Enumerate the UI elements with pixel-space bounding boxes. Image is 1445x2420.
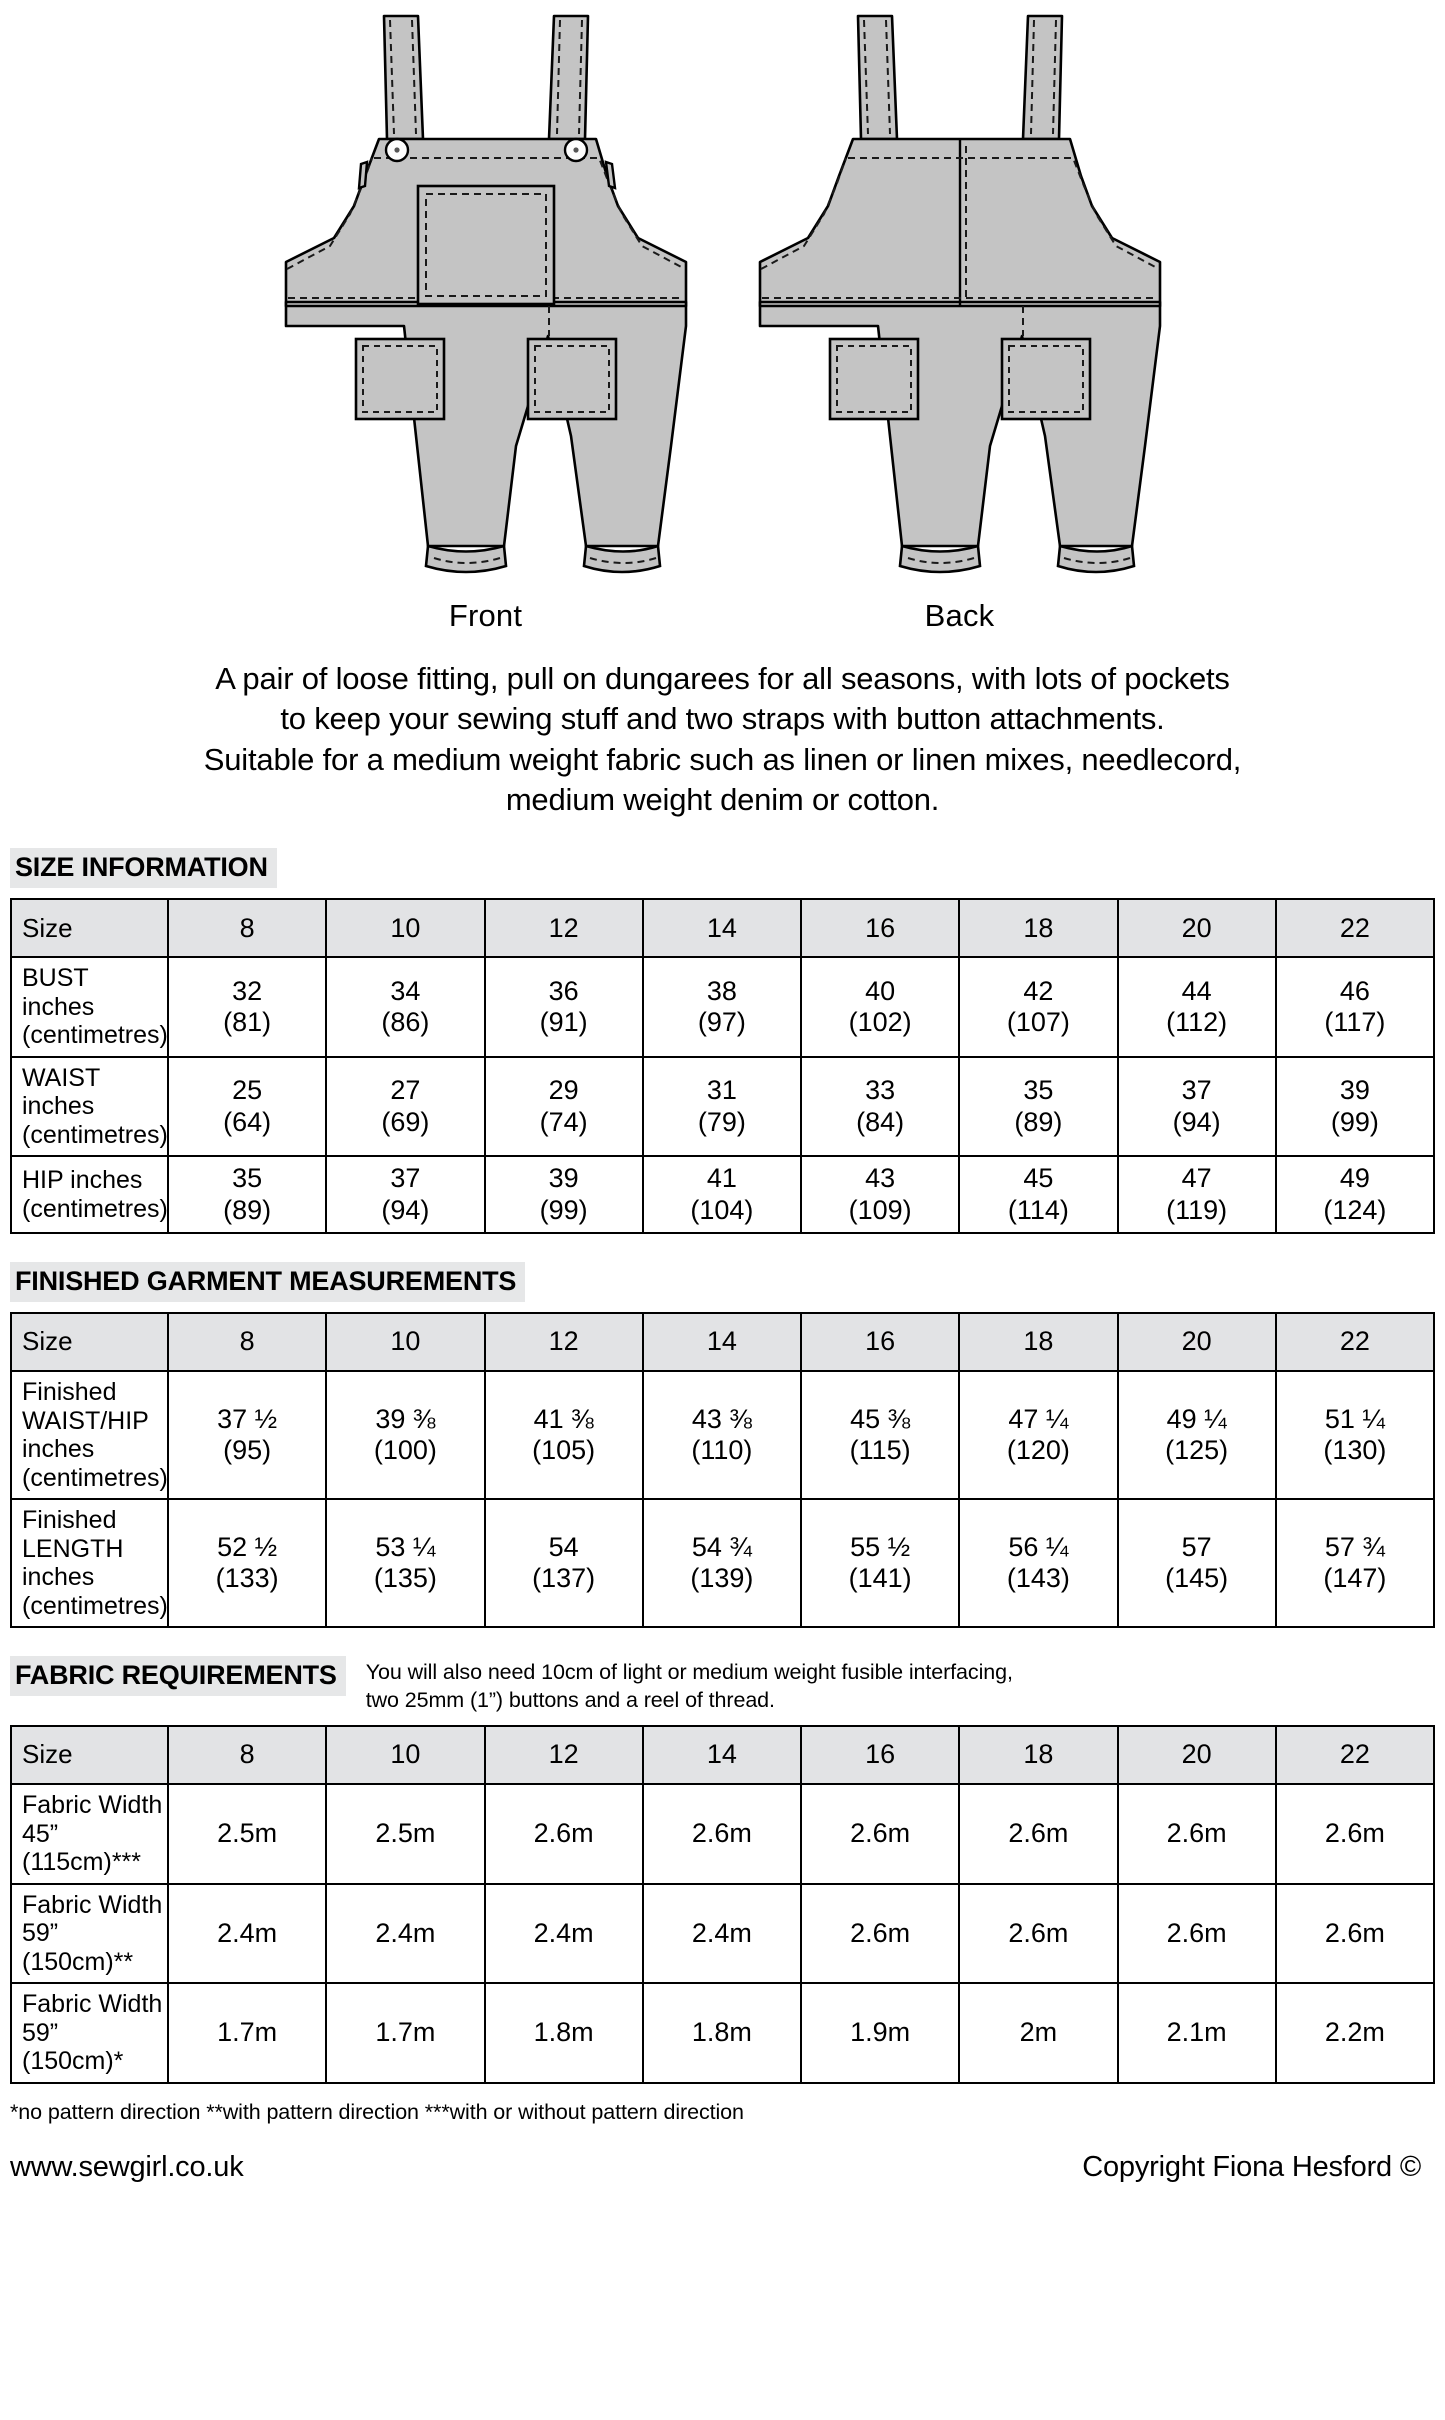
row-label-line1: Fabric Width xyxy=(22,1990,163,2018)
cell-fw45-12: 2.6m xyxy=(485,1784,643,1884)
column-header-14: 14 xyxy=(643,1313,801,1371)
cell-hip-16: 43 (109) xyxy=(801,1156,959,1233)
cell-fwh-12: 41 ⅜ (105) xyxy=(485,1371,643,1499)
cell-bust-20: 44 (112) xyxy=(1118,957,1276,1057)
cell-waist-12: 29 (74) xyxy=(485,1057,643,1157)
front-view-figure xyxy=(266,6,706,631)
front-view-label: Front xyxy=(448,598,523,633)
column-header-20: 20 xyxy=(1118,899,1276,957)
cell-hip-12: 39 (99) xyxy=(485,1156,643,1233)
fabric-requirements-note xyxy=(366,1656,1013,1715)
cell-flen-20: 57 (145) xyxy=(1118,1499,1276,1627)
row-label-line3: inches xyxy=(22,1435,95,1464)
cell-bust-16: 40 (102) xyxy=(801,957,959,1057)
fabric-requirements-table xyxy=(10,1725,1435,2084)
cell-flen-18: 56 ¼ (143) xyxy=(959,1499,1117,1627)
row-label-line2: (centimetres) xyxy=(22,1021,168,1050)
cell-fw59b-22: 2.6m xyxy=(1276,1884,1434,1984)
cell-fwh-20: 49 ¼ (125) xyxy=(1118,1371,1276,1499)
cell-fw59a-8: 1.7m xyxy=(168,1983,326,2083)
column-header-16: 16 xyxy=(801,1726,959,1784)
cell-flen-10: 53 ¼ (135) xyxy=(326,1499,484,1627)
cell-waist-22: 39 (99) xyxy=(1276,1057,1434,1157)
cell-fw59b-14: 2.4m xyxy=(643,1884,801,1984)
cell-hip-18: 45 (114) xyxy=(959,1156,1117,1233)
dungarees-back-drawing xyxy=(740,6,1180,586)
cell-fw59a-20: 2.1m xyxy=(1118,1983,1276,2083)
cell-fw59b-16: 2.6m xyxy=(801,1884,959,1984)
description-line-4: medium weight denim or cotton. xyxy=(505,781,940,817)
column-header-20: 20 xyxy=(1118,1313,1276,1371)
cell-fwh-8: 37 ½ (95) xyxy=(168,1371,326,1499)
fabric-requirements-heading-row xyxy=(10,1656,1435,1715)
column-header-16: 16 xyxy=(801,1313,959,1371)
row-label-waist xyxy=(11,1057,168,1157)
row-label-fabric-width-59-with xyxy=(11,1884,168,1984)
column-header-8: 8 xyxy=(168,899,326,957)
cell-fw59a-22: 2.2m xyxy=(1276,1983,1434,2083)
cell-fw45-20: 2.6m xyxy=(1118,1784,1276,1884)
cell-flen-14: 54 ¾ (139) xyxy=(643,1499,801,1627)
copyright-notice: Copyright Fiona Hesford © xyxy=(1082,2150,1421,2183)
pattern-direction-footnote: *no pattern direction **with pattern direction ***with or without pattern direction xyxy=(10,2099,744,2124)
row-label-line1: Fabric Width xyxy=(22,1791,163,1819)
row-label-line4: (centimetres) xyxy=(22,1591,168,1620)
cell-waist-8: 25 (64) xyxy=(168,1057,326,1157)
row-label-finished-length xyxy=(11,1499,168,1627)
row-label-line2: 59” (150cm)* xyxy=(22,2018,124,2075)
finished-garment-heading-row xyxy=(10,1262,1435,1302)
column-header-14: 14 xyxy=(643,1726,801,1784)
row-label-line4: (centimetres) xyxy=(22,1463,168,1492)
cell-fwh-14: 43 ⅜ (110) xyxy=(643,1371,801,1499)
row-label-line1: HIP inches xyxy=(22,1166,143,1195)
cell-fw59a-10: 1.7m xyxy=(326,1983,484,2083)
cell-fwh-18: 47 ¼ (120) xyxy=(959,1371,1117,1499)
cell-bust-22: 46 (117) xyxy=(1276,957,1434,1057)
row-label-line1: Finished xyxy=(22,1378,117,1407)
back-view-figure xyxy=(740,6,1180,631)
cell-fw59a-14: 1.8m xyxy=(643,1983,801,2083)
column-header-18: 18 xyxy=(959,1726,1117,1784)
column-header-16: 16 xyxy=(801,899,959,957)
row-label-hip xyxy=(11,1156,168,1233)
table-row xyxy=(11,1499,1434,1627)
row-label-finished-waist-hip xyxy=(11,1371,168,1499)
cell-fwh-16: 45 ⅜ (115) xyxy=(801,1371,959,1499)
cell-flen-16: 55 ½ (141) xyxy=(801,1499,959,1627)
column-header-22: 22 xyxy=(1276,1726,1434,1784)
note-line-2: two 25mm (1”) buttons and a reel of thread. xyxy=(365,1688,775,1713)
column-header-12: 12 xyxy=(485,1726,643,1784)
row-label-fabric-width-45 xyxy=(11,1784,168,1884)
column-header-size: Size xyxy=(11,1726,168,1784)
page-footer xyxy=(10,2151,1435,2190)
cell-waist-20: 37 (94) xyxy=(1118,1057,1276,1157)
cell-bust-18: 42 (107) xyxy=(959,957,1117,1057)
column-header-22: 22 xyxy=(1276,1313,1434,1371)
cell-hip-10: 37 (94) xyxy=(326,1156,484,1233)
garment-illustrations xyxy=(10,0,1435,631)
cell-fw59a-12: 1.8m xyxy=(485,1983,643,2083)
row-label-line1: Fabric Width xyxy=(22,1890,163,1919)
website-link[interactable]: www.sewgirl.co.uk xyxy=(10,2150,244,2183)
cell-fw59a-16: 1.9m xyxy=(801,1983,959,2083)
row-label-line2: 59” (150cm)** xyxy=(22,1919,134,1976)
cell-waist-18: 35 (89) xyxy=(959,1057,1117,1157)
row-label-fabric-width-59-no xyxy=(11,1983,168,2083)
column-header-20: 20 xyxy=(1118,1726,1276,1784)
note-line-1: You will also need 10cm of light or medium weight fusible interfacing, xyxy=(365,1660,1013,1685)
column-header-12: 12 xyxy=(485,899,643,957)
row-label-line1: WAIST inches xyxy=(22,1063,100,1121)
cell-bust-10: 34 (86) xyxy=(326,957,484,1057)
column-header-size: Size xyxy=(11,899,168,957)
row-label-line1: Finished xyxy=(22,1506,117,1535)
cell-waist-14: 31 (79) xyxy=(643,1057,801,1157)
column-header-8: 8 xyxy=(168,1726,326,1784)
fabric-requirements-heading: FABRIC REQUIREMENTS xyxy=(10,1656,346,1696)
column-header-10: 10 xyxy=(326,1313,484,1371)
cell-fwh-22: 51 ¼ (130) xyxy=(1276,1371,1434,1499)
row-label-line2: (centimetres) xyxy=(22,1120,168,1149)
cell-flen-8: 52 ½ (133) xyxy=(168,1499,326,1627)
finished-garment-table xyxy=(10,1312,1435,1628)
cell-fw59b-10: 2.4m xyxy=(326,1884,484,1984)
table-row xyxy=(11,1156,1434,1233)
garment-description xyxy=(128,659,1318,820)
column-header-14: 14 xyxy=(643,899,801,957)
row-label-bust xyxy=(11,957,168,1057)
column-header-22: 22 xyxy=(1276,899,1434,957)
cell-bust-14: 38 (97) xyxy=(643,957,801,1057)
cell-fw59b-18: 2.6m xyxy=(959,1884,1117,1984)
cell-waist-16: 33 (84) xyxy=(801,1057,959,1157)
finished-garment-heading: FINISHED GARMENT MEASUREMENTS xyxy=(10,1262,525,1302)
description-line-3: Suitable for a medium weight fabric such as linen or linen mixes, needlecord, xyxy=(203,741,1242,777)
cell-hip-8: 35 (89) xyxy=(168,1156,326,1233)
row-label-line3: inches xyxy=(22,1563,95,1592)
description-line-2: to keep your sewing stuff and two straps with button attachments. xyxy=(280,701,1165,737)
cell-fw59b-8: 2.4m xyxy=(168,1884,326,1984)
size-information-heading: SIZE INFORMATION xyxy=(10,848,277,888)
table-header-row xyxy=(11,899,1434,957)
cell-fw45-8: 2.5m xyxy=(168,1784,326,1884)
row-label-line2: 45” (115cm)*** xyxy=(22,1819,142,1876)
cell-fw45-16: 2.6m xyxy=(801,1784,959,1884)
description-line-1: A pair of loose fitting, pull on dungarees for all seasons, with lots of pockets xyxy=(215,661,1230,696)
size-information-heading-row xyxy=(10,848,1435,888)
table-row xyxy=(11,957,1434,1057)
cell-flen-12: 54 (137) xyxy=(485,1499,643,1627)
cell-bust-8: 32 (81) xyxy=(168,957,326,1057)
cell-fw59a-18: 2m xyxy=(959,1983,1117,2083)
cell-bust-12: 36 (91) xyxy=(485,957,643,1057)
table-row xyxy=(11,1983,1434,2083)
column-header-10: 10 xyxy=(326,1726,484,1784)
cell-hip-14: 41 (104) xyxy=(643,1156,801,1233)
table-row xyxy=(11,1057,1434,1157)
cell-fw45-22: 2.6m xyxy=(1276,1784,1434,1884)
cell-fwh-10: 39 ⅜ (100) xyxy=(326,1371,484,1499)
row-label-line1: BUST inches xyxy=(22,964,95,1021)
row-label-line2: WAIST/HIP xyxy=(22,1406,149,1435)
column-header-12: 12 xyxy=(485,1313,643,1371)
column-header-18: 18 xyxy=(959,899,1117,957)
column-header-8: 8 xyxy=(168,1313,326,1371)
column-header-18: 18 xyxy=(959,1313,1117,1371)
cell-fw45-10: 2.5m xyxy=(326,1784,484,1884)
cell-waist-10: 27 (69) xyxy=(326,1057,484,1157)
cell-flen-22: 57 ¾ (147) xyxy=(1276,1499,1434,1627)
table-header-row xyxy=(11,1726,1434,1784)
cell-fw45-18: 2.6m xyxy=(959,1784,1117,1884)
table-header-row xyxy=(11,1313,1434,1371)
cell-hip-22: 49 (124) xyxy=(1276,1156,1434,1233)
column-header-10: 10 xyxy=(326,899,484,957)
table-row xyxy=(11,1784,1434,1884)
size-information-table xyxy=(10,898,1435,1234)
row-label-line2: (centimetres) xyxy=(22,1194,168,1223)
table-row xyxy=(11,1884,1434,1984)
cell-fw59b-20: 2.6m xyxy=(1118,1884,1276,1984)
dungarees-front-drawing xyxy=(266,6,706,586)
table-row xyxy=(11,1371,1434,1499)
cell-hip-20: 47 (119) xyxy=(1118,1156,1276,1233)
cell-fw45-14: 2.6m xyxy=(643,1784,801,1884)
cell-fw59b-12: 2.4m xyxy=(485,1884,643,1984)
column-header-size: Size xyxy=(11,1313,168,1371)
row-label-line2: LENGTH xyxy=(22,1534,124,1563)
back-view-label: Back xyxy=(924,598,995,633)
